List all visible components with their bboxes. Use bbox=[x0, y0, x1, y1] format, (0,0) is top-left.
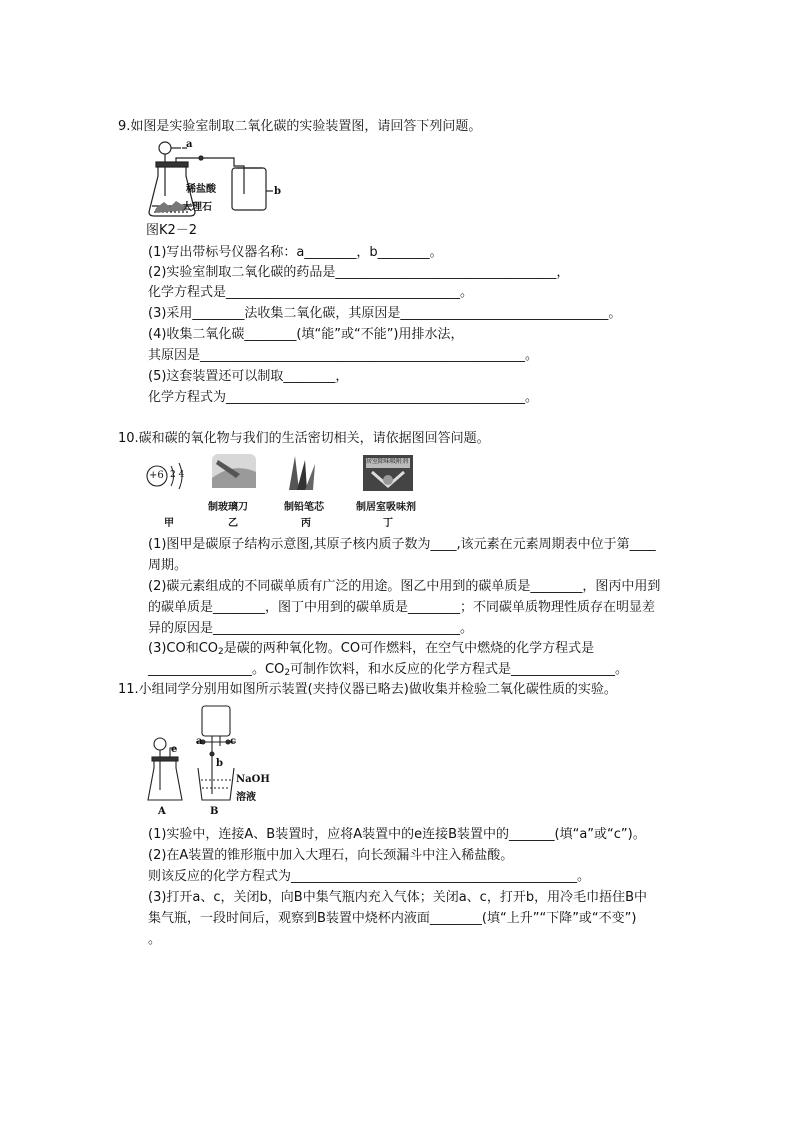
label-c: c bbox=[230, 736, 237, 747]
label-B: B bbox=[210, 806, 219, 817]
q10-line-6-part-a: (3)CO和CO bbox=[148, 641, 219, 656]
q10-figure bbox=[140, 450, 440, 532]
q10-line-5: 异的原因是______________________________________。 bbox=[148, 621, 474, 636]
q11-title: 11.小组同学分别用如图所示装置(夹持仪器已略去)做收集并检验二氧化碳性质的实验。 bbox=[118, 682, 617, 697]
q9-title: 9.如图是实验室制取二氧化碳的实验装置图，请回答下列问题。 bbox=[118, 119, 482, 134]
q9-line-5: (4)收集二氧化碳________(填“能”或“不能”)用排水法， bbox=[148, 327, 464, 342]
label-e: e bbox=[171, 744, 178, 755]
q10-line-7 bbox=[148, 661, 628, 678]
label-a: a bbox=[196, 736, 203, 747]
label-a: a bbox=[186, 139, 193, 150]
box-text: 居室除味吸附剂 bbox=[366, 458, 409, 465]
pencil-lead-image bbox=[285, 452, 319, 492]
label-A: A bbox=[158, 806, 166, 817]
caption-glass-cutter: 制玻璃刀 bbox=[208, 502, 248, 513]
q10-line-4: 的碳单质是________，图丁中用到的碳单质是________；不同碳单质物理性质存在明显差 bbox=[148, 600, 656, 615]
q9-line-2: (2)实验室制取二氧化碳的药品是__________________________________， bbox=[148, 265, 570, 280]
label-jia: 甲 bbox=[164, 518, 174, 529]
atom-nucleus: +6 bbox=[149, 470, 164, 481]
q11-line-5: 集气瓶，一段时间后，观察到B装置中烧杯内液面________(填“上升”“下降”或“不变”) bbox=[148, 911, 637, 926]
q10-title: 10.碳和碳的氧化物与我们的生活密切相关，请依据图回答问题。 bbox=[118, 431, 490, 446]
q9-figure-caption: 图K2－2 bbox=[146, 223, 198, 238]
co2-collection-apparatus-diagram bbox=[146, 702, 276, 820]
caption-pencil-lead: 制铅笔芯 bbox=[284, 502, 324, 513]
q9-line-8: 化学方程式为______________________________________________。 bbox=[148, 390, 539, 405]
q10-line-6 bbox=[148, 640, 594, 657]
caption-deodorizer: 制居室吸味剂 bbox=[356, 502, 416, 513]
label-bing: 丙 bbox=[301, 518, 311, 529]
co2-apparatus-diagram bbox=[146, 136, 286, 224]
q11-line-1: (1)实验中，连接A、B装置时，应将A装置中的e连接B装置中的_______(填“a”或“c”)。 bbox=[148, 827, 646, 842]
glass-cutter-image bbox=[210, 452, 258, 490]
subscript-2: 2 bbox=[218, 647, 224, 657]
q11-line-2: (2)在A装置的锥形瓶中加入大理石，向长颈漏斗中注入稀盐酸。 bbox=[148, 848, 514, 863]
label-b: b bbox=[216, 758, 223, 769]
q10-line-3: (2)碳元素组成的不同碳单质有广泛的用途。图乙中用到的碳单质是________，图丙中用到 bbox=[148, 579, 661, 594]
q11-figure bbox=[146, 702, 276, 820]
label-marble: 大理石 bbox=[182, 202, 212, 213]
q10-line-6-part-b: 是碳的两种氧化物。CO可作燃料，在空气中燃烧的化学方程式是 bbox=[223, 641, 595, 656]
label-dilute-acid: 稀盐酸 bbox=[186, 184, 216, 195]
q9-figure bbox=[146, 136, 286, 224]
q9-line-4: (3)采用________法收集二氧化碳，其原因是________________________________。 bbox=[148, 306, 622, 321]
atom-electrons: 2 4 bbox=[170, 470, 185, 480]
q9-line-3: 化学方程式是____________________________________。 bbox=[148, 285, 474, 300]
q9-line-1: (1)写出带标号仪器名称：a________，b________。 bbox=[148, 245, 443, 260]
q10-line-1: (1)图甲是碳原子结构示意图,其原子核内质子数为____,该元素在元素周期表中位于第____ bbox=[148, 537, 656, 552]
q9-line-7: (5)这套装置还可以制取________， bbox=[148, 369, 349, 384]
label-ding: 丁 bbox=[383, 518, 393, 529]
q9-line-6: 其原因是__________________________________________________。 bbox=[148, 348, 539, 363]
q10-line-7-part-b: 可制作饮料，和水反应的化学方程式是________________。 bbox=[290, 662, 629, 677]
subscript-2: 2 bbox=[284, 668, 291, 678]
label-yi: 乙 bbox=[228, 518, 238, 529]
q10-line-7-part-a: ________________。CO bbox=[148, 662, 285, 677]
q10-line-2: 周期。 bbox=[148, 558, 188, 573]
q11-line-3: 则该反应的化学方程式为____________________________________________。 bbox=[148, 869, 591, 884]
q11-line-6: 。 bbox=[148, 932, 162, 947]
label-solution: 溶液 bbox=[236, 792, 256, 803]
label-b: b bbox=[274, 186, 281, 197]
q11-line-4: (3)打开a、c，关闭b，向B中集气瓶内充入气体；关闭a、c，打开b，用冷毛巾捂住B中 bbox=[148, 890, 647, 905]
label-naoh: NaOH bbox=[236, 774, 270, 785]
